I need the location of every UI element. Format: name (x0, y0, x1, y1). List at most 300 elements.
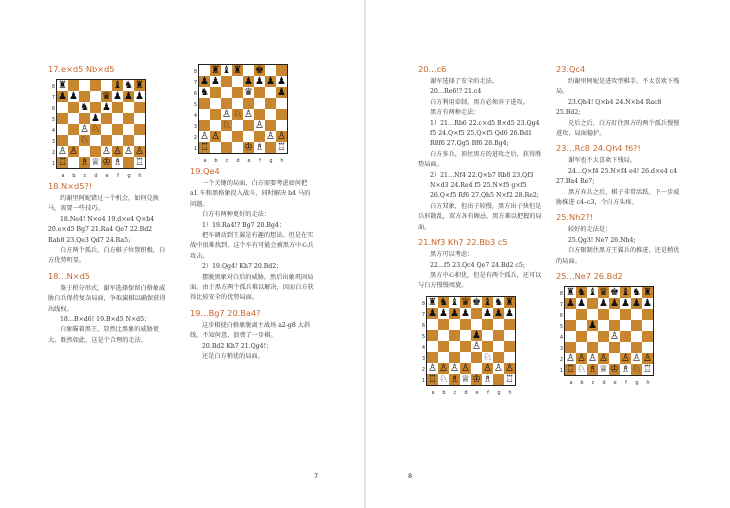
variation-line: 2）21…Nf4 22.Q×b7 Rb8 23.Qf3 N×d3 24.Re4 f5 25.N×f5 g×f5 26.Q×f5 Rf6 27.Qh5 N×f2 28.Re2; (430, 171, 539, 200)
board-square (620, 364, 631, 375)
board-square (123, 157, 134, 168)
black-bishop-icon: ♝ (113, 80, 122, 91)
board-square (620, 298, 631, 309)
board-square (631, 309, 642, 320)
black-knight-icon: ♞ (494, 296, 503, 308)
white-knight-icon: ♘ (439, 373, 448, 385)
board-square (471, 297, 482, 308)
black-pawn-icon: ♟ (135, 91, 144, 102)
commentary-paragraph: 黑方可以考虑： (430, 251, 474, 259)
board-square (642, 364, 653, 375)
white-pawn-icon: ♙ (632, 353, 641, 365)
board-square (90, 102, 101, 113)
board-square (79, 80, 90, 91)
black-knight-icon: ♞ (200, 87, 209, 98)
rank-label: 1 (559, 368, 563, 375)
black-knight-icon: ♞ (632, 287, 641, 299)
white-pawn-icon: ♙ (277, 131, 286, 142)
white-bishop-icon: ♗ (113, 157, 122, 168)
board-square (449, 363, 460, 374)
black-rook-icon: ♜ (643, 287, 652, 299)
white-rook-icon: ♖ (277, 142, 286, 153)
white-king-icon: ♔ (244, 142, 253, 153)
board-square (79, 135, 90, 146)
white-rook-icon: ♖ (643, 364, 652, 376)
board-square (134, 146, 145, 157)
black-rook-icon: ♜ (135, 80, 144, 91)
chess-diagram-b2 (193, 64, 315, 164)
file-label: d (464, 389, 468, 396)
white-rook-icon: ♖ (58, 157, 67, 168)
white-bishop-icon: ♗ (621, 364, 630, 376)
board-square (471, 374, 482, 385)
board-square (134, 102, 145, 113)
white-king-icon: ♔ (610, 364, 619, 376)
commentary-paragraph: 摆脱黑象对白后的威胁，然后出象巩固局面。由于黑方两个孤兵难以解决，因而白方获得比较安全的优势局面。 (190, 273, 314, 302)
board-square (101, 113, 112, 124)
board-square (68, 146, 79, 157)
board-square (449, 341, 460, 352)
white-bishop-icon: ♗ (483, 373, 492, 385)
white-queen-icon: ♕ (599, 364, 608, 376)
board-square (471, 363, 482, 374)
file-label: a (203, 158, 207, 164)
board-square (598, 298, 609, 309)
chess-board (421, 296, 516, 386)
board-square (493, 308, 504, 319)
rank-label: 3 (51, 139, 55, 145)
board-square (427, 330, 438, 341)
board-square (243, 65, 254, 76)
board-square (276, 131, 287, 142)
white-pawn-icon: ♙ (211, 131, 220, 142)
white-pawn-icon: ♙ (80, 124, 89, 135)
commentary-paragraph: 24…Q×f4 25.N×f4 e4! 26.d×e4 c4 27.Ba4 Re7; (556, 167, 678, 186)
board-square (620, 320, 631, 331)
board-square (587, 353, 598, 364)
board-square (134, 157, 145, 168)
black-knight-icon: ♞ (124, 80, 133, 91)
white-rook-icon: ♖ (505, 373, 514, 385)
board-square (199, 120, 210, 131)
commentary-paragraph: 兑后之后，白方盯住黑方的两个孤兵慢慢进攻，局面稳护。 (556, 119, 680, 138)
board-square (427, 374, 438, 385)
board-square (79, 91, 90, 102)
board-square (101, 124, 112, 135)
board-square (642, 331, 653, 342)
board-square (210, 131, 221, 142)
board-square (210, 87, 221, 98)
board-square (90, 124, 101, 135)
board-square (482, 341, 493, 352)
board-square (112, 102, 123, 113)
board-square (57, 157, 68, 168)
board-square (427, 352, 438, 363)
commentary-paragraph: 20.Bd2 Kh7 21.Qg4!； (202, 342, 273, 350)
board-square (565, 364, 576, 375)
board-square (460, 352, 471, 363)
file-label: g (635, 380, 639, 387)
black-pawn-icon: ♟ (428, 307, 437, 319)
board-square (254, 98, 265, 109)
board-square (482, 363, 493, 374)
board-square (438, 374, 449, 385)
board-square (631, 342, 642, 353)
white-knight-icon: ♘ (577, 364, 586, 376)
commentary-paragraph: 把车调动到王翼是有趣的想法。但是在实战中很难找到，这个车有可能会被黑方中心兵攻击。 (190, 232, 314, 260)
white-pawn-icon: ♙ (266, 131, 275, 142)
board-square (642, 298, 653, 309)
commentary-paragraph: 25.Qg3! Ne7 26.Nh4; (568, 236, 636, 244)
board-square (254, 109, 265, 120)
white-pawn-icon: ♙ (222, 109, 231, 120)
commentary-paragraph: 白方限制住黑方王翼兵的推进，还是稍优的局面。 (556, 247, 680, 265)
file-label: h (280, 158, 284, 164)
black-pawn-icon: ♟ (102, 102, 111, 113)
black-pawn-icon: ♟ (610, 298, 619, 310)
variation-line: 2）19.Qg4! Kh7 20.Bd2； (202, 263, 283, 271)
black-pawn-icon: ♟ (483, 307, 492, 319)
board-square (504, 308, 515, 319)
board-square (68, 80, 79, 91)
board-square (123, 135, 134, 146)
board-square (134, 113, 145, 124)
white-rook-icon: ♖ (200, 142, 209, 153)
black-bishop-icon: ♝ (450, 296, 459, 308)
board-square (254, 142, 265, 153)
chess-diagram-b4 (559, 286, 682, 387)
black-pawn-icon: ♟ (266, 76, 275, 87)
board-square (504, 330, 515, 341)
board-square (587, 331, 598, 342)
board-square (587, 364, 598, 375)
board-square (90, 91, 101, 102)
rank-label: 4 (421, 344, 425, 351)
white-pawn-icon: ♙ (113, 146, 122, 157)
commentary-paragraph: 白方利用牵制，黑方必须弃子进攻。 (430, 98, 529, 106)
board-square (101, 146, 112, 157)
file-label: b (72, 173, 76, 179)
board-square (101, 102, 112, 113)
board-square (210, 120, 221, 131)
file-label: c (453, 389, 457, 396)
rank-label: 2 (559, 357, 563, 364)
board-square (90, 113, 101, 124)
board-square (134, 80, 145, 91)
board-square (565, 287, 576, 298)
black-knight-icon: ♞ (439, 296, 448, 308)
board-square (642, 287, 653, 298)
board-square (243, 76, 254, 87)
board-square (232, 76, 243, 87)
commentary-paragraph: 18.Ne4! N×e4 19.d×e4 Q×b4 20.e×d5 Bg7 21.Ra4 Qe7 22.Bd2 Rab8 23.Qe3 Qd7 24.Ra5； (48, 215, 155, 244)
board-square (210, 76, 221, 87)
board-square (565, 342, 576, 353)
board-square (482, 352, 493, 363)
board-square (199, 87, 210, 98)
white-pawn-icon: ♙ (566, 353, 575, 365)
board-square (587, 342, 598, 353)
rank-label: 8 (193, 69, 197, 75)
file-label: g (269, 158, 273, 164)
board-square (565, 353, 576, 364)
rank-label: 2 (193, 135, 197, 141)
board-square (504, 297, 515, 308)
rank-label: 7 (51, 95, 55, 101)
board-square (598, 287, 609, 298)
white-pawn-icon: ♙ (461, 362, 470, 374)
move-heading: 25.Nh2?! (556, 212, 594, 223)
board-square (460, 374, 471, 385)
white-pawn-icon: ♙ (621, 353, 630, 365)
white-pawn-icon: ♙ (588, 353, 597, 365)
board-square (427, 341, 438, 352)
file-label: a (431, 389, 435, 396)
right-page (366, 0, 730, 508)
commentary-paragraph: 黑方弃兵之后，棋子非常活跃。下一步威胁推进 c4–c3，令白方头疼。 (556, 188, 680, 207)
board-square (598, 331, 609, 342)
black-pawn-icon: ♟ (113, 91, 122, 102)
board-square (57, 146, 68, 157)
board-square (609, 342, 620, 353)
board-square (482, 330, 493, 341)
chess-board (51, 79, 146, 169)
file-label: g (127, 173, 131, 179)
board-square (493, 374, 504, 385)
board-square (493, 363, 504, 374)
commentary-paragraph: 谢军也不太喜欢下残局。 (568, 157, 637, 165)
left-column-1 (48, 60, 168, 346)
board-square (460, 330, 471, 341)
board-square (210, 109, 221, 120)
board-square (598, 342, 609, 353)
rank-label: 2 (421, 366, 425, 373)
rank-label: 5 (559, 324, 563, 331)
file-label: h (138, 173, 142, 179)
white-rook-icon: ♖ (566, 364, 575, 376)
board-square (123, 113, 134, 124)
board-square (620, 353, 631, 364)
black-pawn-icon: ♟ (124, 91, 133, 102)
move-heading: 18.N×d5?! (48, 181, 93, 191)
file-label: f (117, 173, 119, 179)
board-square (112, 146, 123, 157)
black-pawn-icon: ♟ (277, 76, 286, 87)
file-label: h (646, 380, 650, 387)
white-pawn-icon: ♙ (69, 146, 78, 157)
variation-line: 1）19.Ra4!? Bg7 20.Bg4； (202, 221, 286, 229)
board-square (460, 341, 471, 352)
board-square (438, 363, 449, 374)
file-label: c (591, 380, 595, 387)
board-square (471, 341, 482, 352)
black-queen-icon: ♛ (461, 296, 470, 308)
chess-diagram-b3 (421, 296, 543, 396)
rank-label: 5 (193, 102, 197, 108)
file-label: d (94, 173, 98, 179)
white-knight-icon: ♘ (222, 120, 231, 131)
white-pawn-icon: ♙ (483, 362, 492, 374)
board-square (123, 124, 134, 135)
board-square (112, 135, 123, 146)
board-square (576, 320, 587, 331)
move-heading: 21.Nf3 Kh7 22.Bb3 c5 (418, 237, 508, 248)
black-knight-icon: ♞ (577, 287, 586, 299)
board-square (232, 65, 243, 76)
board-square (504, 374, 515, 385)
board-square (565, 331, 576, 342)
file-label: c (225, 158, 229, 164)
board-square (90, 146, 101, 157)
rank-label: 6 (193, 91, 197, 97)
board-square (493, 341, 504, 352)
black-pawn-icon: ♟ (494, 307, 503, 319)
board-square (576, 331, 587, 342)
commentary-paragraph: 白方多兵，顶住黑方的进攻之后，获得胜势局面。 (418, 150, 542, 169)
board-square (79, 102, 90, 113)
board-square (438, 308, 449, 319)
board-square (631, 331, 642, 342)
board-square (449, 319, 460, 330)
black-pawn-icon: ♟ (200, 76, 209, 87)
file-label: a (61, 173, 65, 179)
black-queen-icon: ♛ (102, 91, 111, 102)
board-square (199, 131, 210, 142)
black-pawn-icon: ♟ (255, 76, 264, 87)
white-queen-icon: ♕ (461, 373, 470, 385)
board-square (243, 131, 254, 142)
board-square (482, 308, 493, 319)
board-square (134, 91, 145, 102)
board-square (254, 87, 265, 98)
board-square (265, 109, 276, 120)
board-square (576, 364, 587, 375)
commentary-paragraph: 白方双象，但出子较慢，黑方出子快但是兵形散乱，双方各有顾忌，黑方难以把握的局面。 (418, 202, 542, 231)
board-square (587, 298, 598, 309)
board-square (642, 320, 653, 331)
board-square (232, 98, 243, 109)
board-square (493, 319, 504, 330)
black-pawn-icon: ♟ (599, 298, 608, 310)
file-label: f (259, 158, 261, 164)
board-square (101, 91, 112, 102)
board-square (609, 298, 620, 309)
board-square (620, 331, 631, 342)
rank-label: 6 (421, 322, 425, 329)
board-square (276, 65, 287, 76)
commentary-paragraph: 鉴于积分形式，谢军选择保留白格象威胁白兵保持复杂局面，争取赢棋以确保获得出线权。 (48, 284, 166, 313)
rank-label: 6 (51, 106, 55, 112)
file-label: b (442, 389, 446, 396)
black-pawn-icon: ♟ (588, 320, 597, 332)
board-square (482, 319, 493, 330)
board-square (57, 135, 68, 146)
board-square (642, 342, 653, 353)
white-pawn-icon: ♙ (135, 146, 144, 157)
black-bishop-icon: ♝ (222, 65, 231, 76)
board-square (482, 297, 493, 308)
board-square (210, 65, 221, 76)
commentary-paragraph: 20…Re6!? 21.c4 (430, 88, 482, 96)
rank-label: 7 (421, 311, 425, 318)
board-square (243, 109, 254, 120)
board-square (265, 87, 276, 98)
black-pawn-icon: ♟ (461, 307, 470, 319)
white-pawn-icon: ♙ (505, 362, 514, 374)
board-square (221, 65, 232, 76)
board-square (427, 297, 438, 308)
commentary-paragraph: 一个关键的局面，白方需要考虑如何把 a1 车和黑格象投入战斗，同时解决 b4 马的问题。 (190, 180, 311, 208)
move-heading: 19…Bg7 20.Ba4? (190, 307, 261, 318)
board-square (90, 157, 101, 168)
board-square (609, 320, 620, 331)
black-pawn-icon: ♟ (632, 298, 641, 310)
board-square (90, 135, 101, 146)
board-square (587, 320, 598, 331)
board-square (221, 142, 232, 153)
board-square (265, 131, 276, 142)
commentary-paragraph: 这步棋使白格象脱离主战场 a2-g8 大斜线，不知何意，浪费了一步棋。 (190, 321, 311, 340)
board-square (609, 353, 620, 364)
rank-label: 4 (51, 128, 55, 134)
white-pawn-icon: ♙ (450, 362, 459, 374)
board-square (243, 98, 254, 109)
white-bishop-icon: ♗ (255, 142, 264, 153)
board-square (598, 320, 609, 331)
board-square (243, 142, 254, 153)
chess-board (193, 64, 288, 154)
board-square (449, 308, 460, 319)
board-square (438, 341, 449, 352)
board-square (265, 65, 276, 76)
rank-label: 1 (421, 377, 425, 384)
move-heading: 25…Ne7 26.Bd2 (556, 271, 623, 282)
file-label: e (613, 380, 617, 387)
black-pawn-icon: ♟ (69, 91, 78, 102)
white-pawn-icon: ♙ (428, 362, 437, 374)
board-square (254, 65, 265, 76)
file-label: a (569, 380, 573, 387)
board-square (438, 352, 449, 363)
commentary-paragraph: 较好的走法是： (568, 226, 612, 234)
white-knight-icon: ♘ (483, 351, 492, 363)
board-square (427, 319, 438, 330)
black-queen-icon: ♛ (599, 287, 608, 299)
white-pawn-icon: ♙ (124, 146, 133, 157)
board-square (587, 309, 598, 320)
board-square (199, 109, 210, 120)
board-square (221, 109, 232, 120)
board-square (504, 352, 515, 363)
board-square (68, 157, 79, 168)
board-square (620, 309, 631, 320)
file-label: d (602, 380, 606, 387)
white-knight-icon: ♘ (632, 364, 641, 376)
board-square (609, 287, 620, 298)
board-square (68, 135, 79, 146)
black-pawn-icon: ♟ (211, 76, 220, 87)
white-king-icon: ♔ (472, 373, 481, 385)
board-square (199, 98, 210, 109)
board-square (221, 131, 232, 142)
board-square (471, 330, 482, 341)
file-label: d (236, 158, 240, 164)
white-pawn-icon: ♙ (643, 353, 652, 365)
move-heading: 23…Rc8 24.Qh4 f6?! (556, 143, 641, 154)
rank-label: 3 (559, 346, 563, 353)
file-label: g (497, 389, 501, 396)
board-square (576, 287, 587, 298)
